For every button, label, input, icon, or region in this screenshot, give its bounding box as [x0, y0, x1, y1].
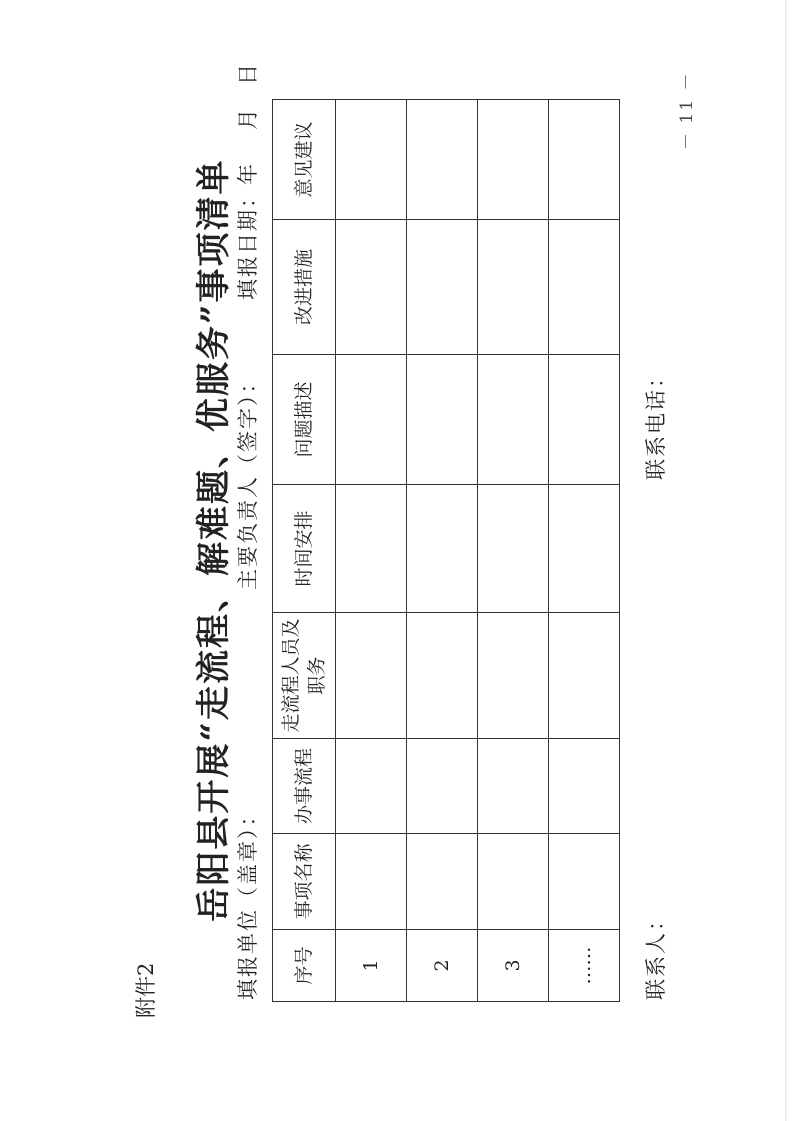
table-cell — [549, 485, 620, 613]
table-cell — [478, 739, 549, 834]
attachment-label: 附件2 — [134, 962, 158, 1018]
table-cell — [478, 100, 549, 220]
table-cell — [336, 613, 407, 739]
table-cell — [549, 220, 620, 355]
table-cell — [407, 834, 478, 930]
table-cell — [478, 220, 549, 355]
table-cell — [549, 613, 620, 739]
contact-label: 联系人： — [644, 908, 668, 1000]
table-cell — [478, 613, 549, 739]
header-cell: 意见建议 — [273, 100, 336, 220]
table-cell — [549, 739, 620, 834]
table-cell: 3 — [478, 930, 549, 1002]
table-cell — [478, 485, 549, 613]
header-cell: 问题描述 — [273, 355, 336, 485]
header-cell: 时间安排 — [273, 485, 336, 613]
table-cell — [407, 485, 478, 613]
table-row — [549, 100, 620, 1002]
page-number: － 11 － — [677, 71, 697, 150]
phone-label: 联系电话： — [644, 365, 668, 480]
table-cell — [336, 485, 407, 613]
table-cell — [549, 355, 620, 485]
table-cell: …… — [549, 930, 620, 1002]
table-cell — [407, 739, 478, 834]
leader-label: 主要负责人（签字）： — [236, 370, 260, 590]
date-label: 填报日期： — [236, 185, 260, 300]
header-cell: 走流程人员及职务 — [273, 613, 336, 739]
table-row — [407, 100, 478, 1002]
table-row — [336, 100, 407, 1002]
table-cell — [336, 100, 407, 220]
table-header-row — [273, 100, 336, 1002]
header-cell: 序号 — [273, 930, 336, 1002]
table-cell — [407, 100, 478, 220]
table-cell: 2 — [407, 930, 478, 1002]
document-title: 岳阳县开展“走流程、解难题、优服务”事项清单 — [194, 158, 234, 922]
date-unit-month: 月 — [236, 107, 260, 130]
date-unit-day: 日 — [236, 62, 260, 85]
table-cell — [407, 220, 478, 355]
header-cell: 事项名称 — [273, 834, 336, 930]
table-cell — [336, 355, 407, 485]
table-row — [478, 100, 549, 1002]
info-row — [232, 62, 266, 1000]
header-cell: 办事流程 — [273, 739, 336, 834]
matters-table — [272, 99, 620, 1002]
header-cell: 改进措施 — [273, 220, 336, 355]
table-cell — [549, 834, 620, 930]
page-edge — [785, 0, 787, 1121]
table-cell — [407, 613, 478, 739]
table-cell — [549, 100, 620, 220]
table-cell: 1 — [336, 930, 407, 1002]
table-cell — [336, 220, 407, 355]
table-cell — [478, 355, 549, 485]
date-unit-year: 年 — [236, 162, 260, 185]
table-cell — [407, 355, 478, 485]
table-cell — [336, 739, 407, 834]
document-sheet — [110, 50, 720, 1040]
table-cell — [478, 834, 549, 930]
fill-unit-label: 填报单位（盖章）： — [236, 803, 260, 1000]
table-cell — [336, 834, 407, 930]
